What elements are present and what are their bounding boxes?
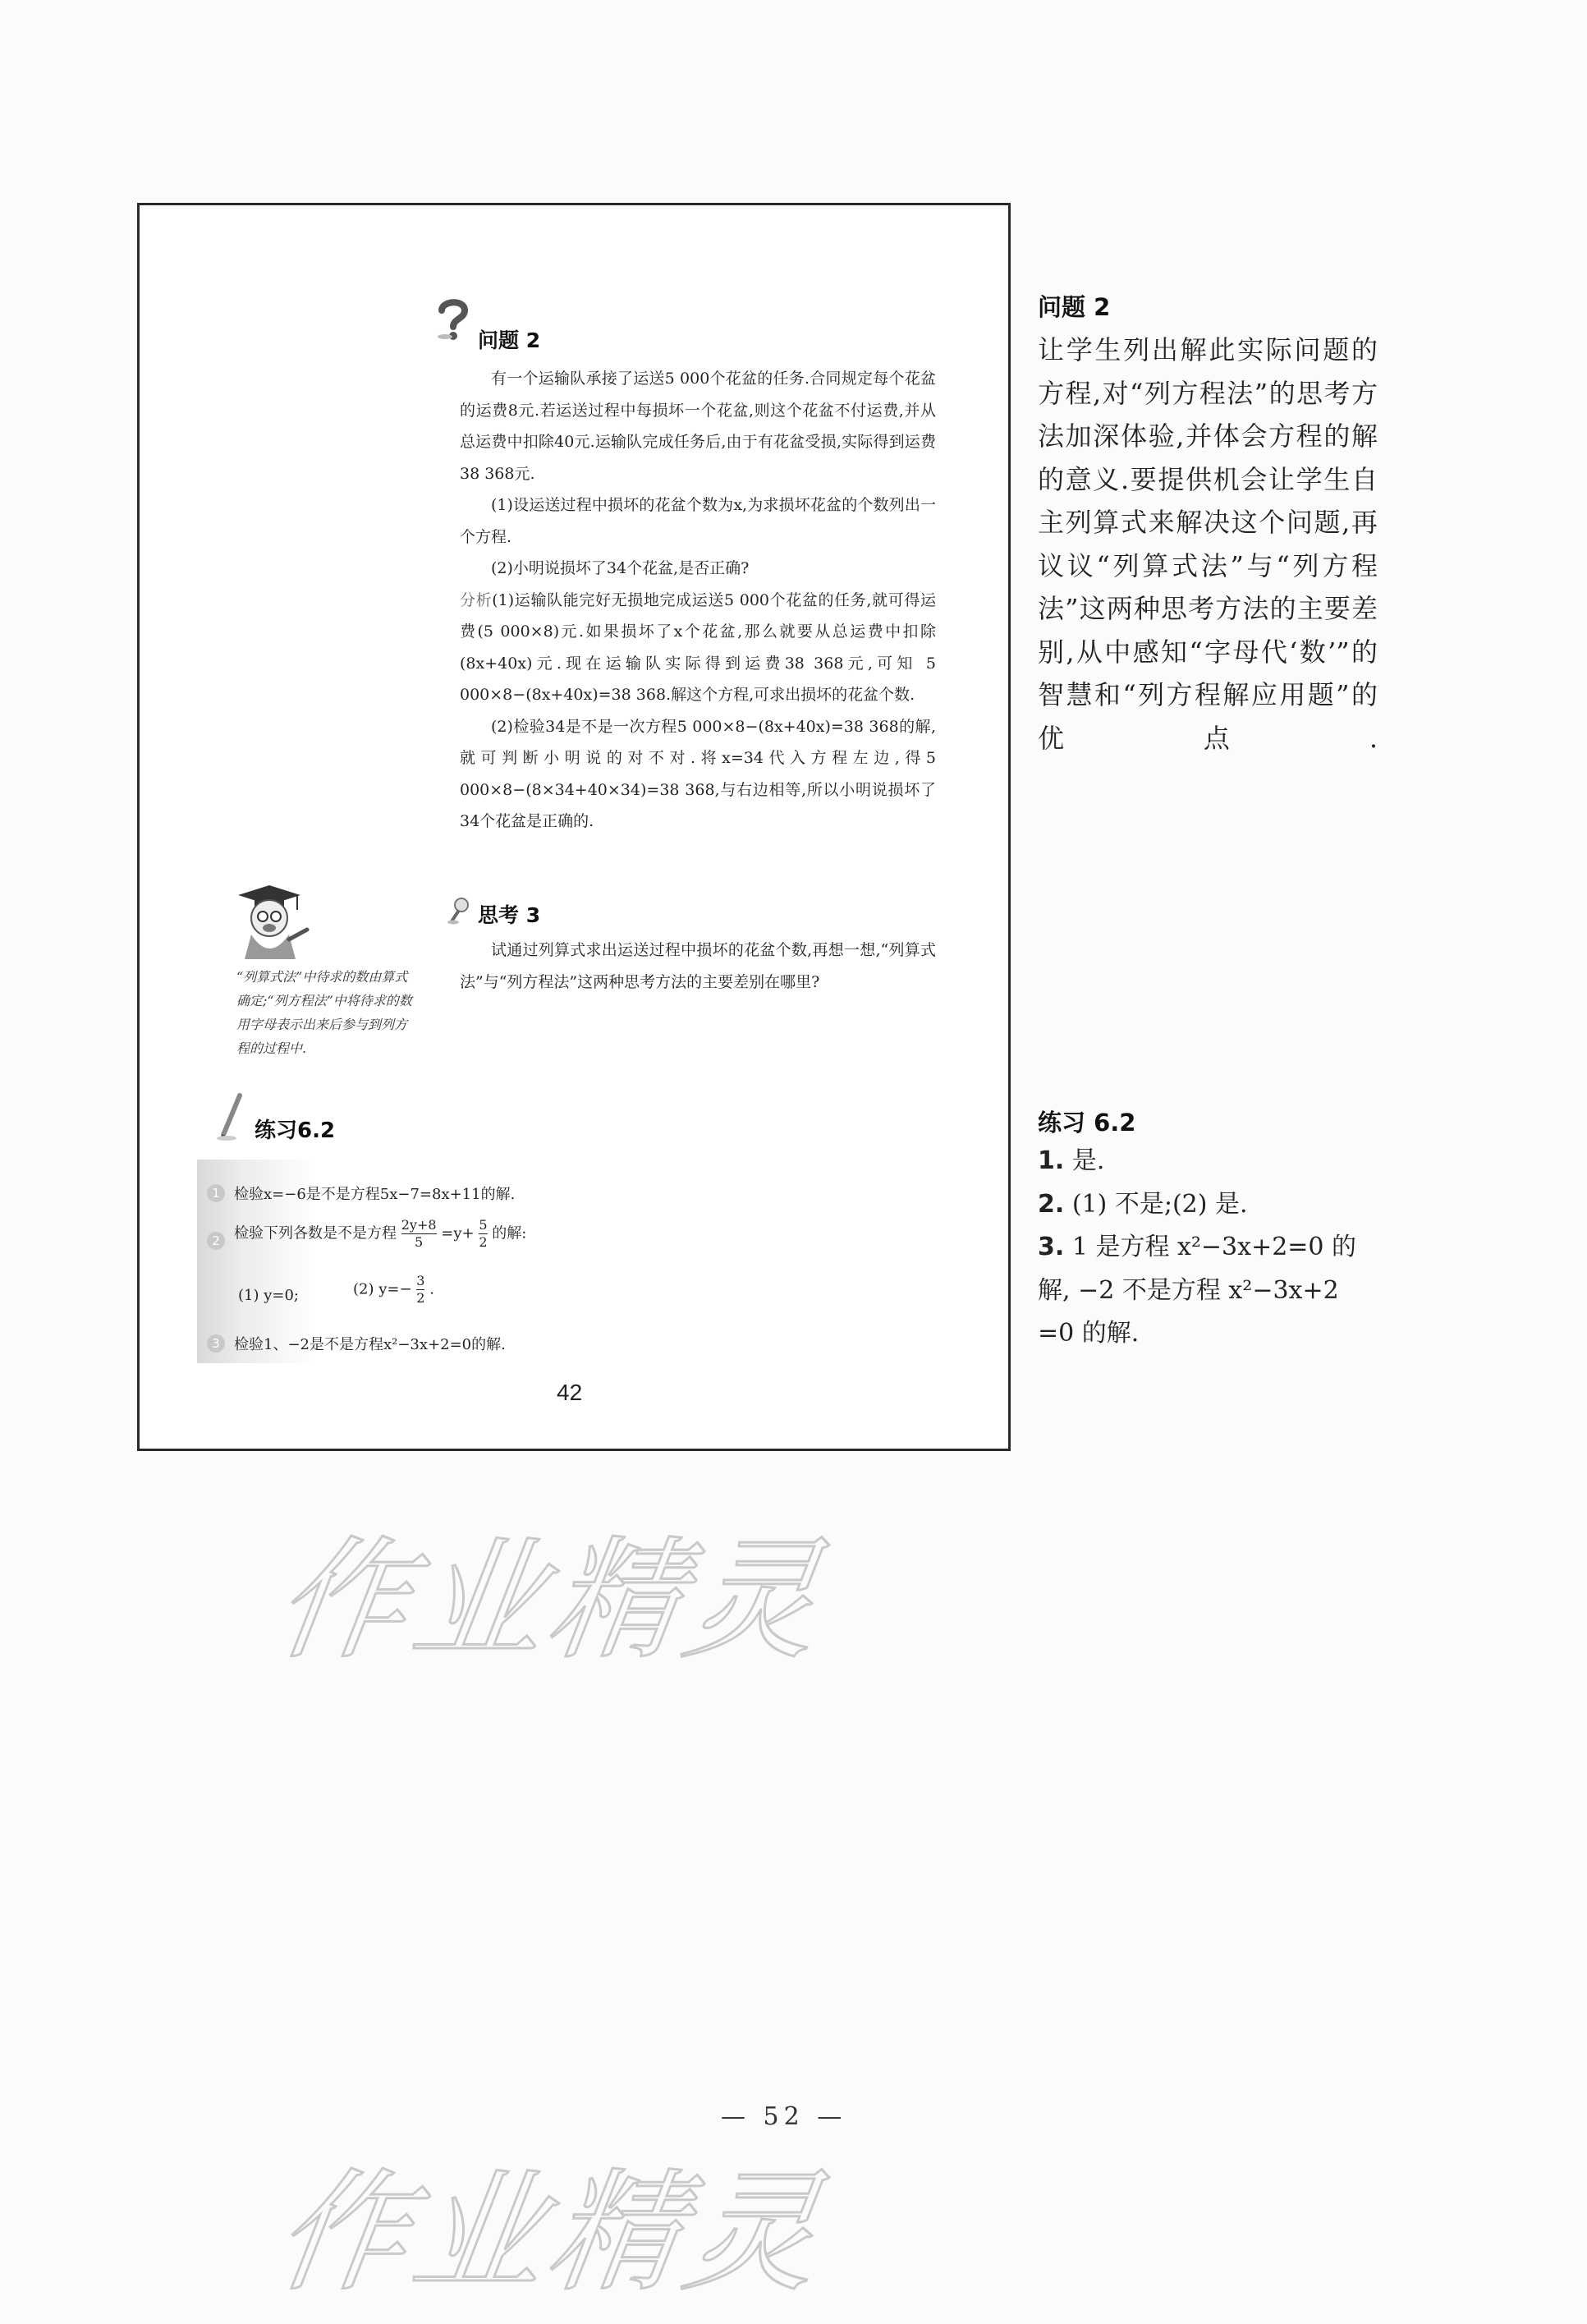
answer-text: =0 的解. bbox=[1038, 1319, 1140, 1348]
exercise-item-1: 检验x=−6是不是方程5x−7=8x+11的解. bbox=[234, 1186, 516, 1203]
fraction-numerator: 3 bbox=[416, 1273, 425, 1288]
fraction-denominator: 5 bbox=[401, 1233, 437, 1251]
textbook-page-number: 42 bbox=[557, 1380, 583, 1405]
exercise-title: 练习6.2 bbox=[255, 1118, 336, 1143]
answer-1 bbox=[1038, 1140, 1383, 1183]
answer-text: (1) 不是;(2) 是. bbox=[1064, 1189, 1248, 1219]
exercise-item-2-prefix: 检验下列各数是不是方程 bbox=[234, 1224, 397, 1242]
think-3-text: 试通过列算式求出运送过程中损坏的花盆个数,再想一想,“列算式法”与“列方程法”这两种思考方法的主要差别在哪里? bbox=[460, 941, 936, 991]
exercise-item-3: 检验1、−2是不是方程x²−3x+2=0的解. bbox=[234, 1336, 506, 1353]
textbook-page-scan bbox=[137, 203, 1011, 1451]
exercise-item-2-b-prefix: (2) y=− bbox=[353, 1280, 412, 1298]
think-bulb-icon bbox=[447, 895, 471, 928]
note-problem-2-heading: 问题 2 bbox=[1038, 293, 1111, 321]
exercise-item-2-a: (1) y=0; bbox=[238, 1287, 299, 1304]
analysis-text-1: (1)运输队能完好无损地完成运送5 000个花盆的任务,就可得运费(5 000×8)元.如果损坏了x个花盆,那么就要从总运费中扣除(8x+40x)元.现在运输队实际得到运费38 368元,可知 5 000×8−(8x+40x)=38 368.解这个方程,可求出损坏的花盆个数. bbox=[460, 590, 936, 704]
page-number: — 52 — bbox=[721, 2102, 847, 2131]
fraction-denominator: 2 bbox=[416, 1290, 425, 1306]
exercise-item-2-b-suffix: . bbox=[429, 1280, 434, 1298]
problem-2-body bbox=[460, 363, 936, 838]
fraction-2y8-over-5 bbox=[401, 1217, 437, 1251]
analysis-label: 分析 bbox=[460, 590, 493, 609]
think-3-title: 思考 3 bbox=[478, 903, 541, 927]
question-mark-icon bbox=[435, 297, 471, 343]
answer-number: 1. bbox=[1038, 1146, 1065, 1175]
fraction-5-over-2 bbox=[479, 1217, 487, 1251]
answer-3 bbox=[1038, 1226, 1383, 1270]
answer-list bbox=[1038, 1140, 1383, 1356]
exercise-item-2-mid: =y+ bbox=[441, 1224, 475, 1242]
note-problem-2-text: 让学生列出解此实际问题的方程,对“列方程法”的思考方法加深体验,并体会方程的解的意义.要提供机会让学生自主列算式来解决这个问题,再议议“列算式法”与“列方程法”这两种思考方法的主要差别,从中感知“字母代‘数’”的智慧和“列方程解应用题”的优点. bbox=[1038, 334, 1378, 754]
watermark-upper: 作业精灵 bbox=[266, 1523, 834, 1677]
problem-2-statement: 有一个运输队承接了运送5 000个花盆的任务.合同规定每个花盆的运费8元.若运送过程中每损坏一个花盆,则这个花盆不付运费,并从总运费中扣除40元.运输队完成任务后,由于有花盆受损,实际得到运费38 368元. bbox=[460, 370, 936, 483]
answer-3-cont-2 bbox=[1038, 1312, 1383, 1356]
answer-2 bbox=[1038, 1183, 1383, 1227]
problem-2-title: 问题 2 bbox=[478, 328, 541, 352]
pencil-icon bbox=[215, 1092, 248, 1145]
watermark-lower: 作业精灵 bbox=[266, 2156, 834, 2309]
answer-3-cont-1 bbox=[1038, 1270, 1383, 1313]
analysis-paragraph-2: (2)检验34是不是一次方程5 000×8−(8x+40x)=38 368的解,就可判断小明说的对不对.将x=34代入方程左边,得5 000×8−(8×34+40×34)=38 368,与右边相等,所以小明说损坏了34个花盆是正确的. bbox=[460, 717, 936, 830]
exercise-item-2-suffix: 的解: bbox=[492, 1224, 527, 1242]
exercise-number-2: 2 bbox=[207, 1232, 225, 1250]
side-note: “列算式法”中待求的数由算式确定;“列方程法”中将待求的数用字母表示出来后参与到列方程的过程中. bbox=[236, 969, 412, 1056]
analysis-paragraph-1 bbox=[460, 585, 936, 711]
answer-text: 解, −2 不是方程 x²−3x+2 bbox=[1038, 1275, 1339, 1305]
mascot-graduate-icon bbox=[222, 880, 312, 966]
exercise-number-1: 1 bbox=[207, 1184, 225, 1202]
fraction-3-over-2 bbox=[416, 1273, 424, 1307]
problem-2-part-2: (2)小明说损坏了34个花盆,是否正确? bbox=[491, 559, 750, 577]
exercise-item-2 bbox=[234, 1217, 526, 1251]
exercise-block bbox=[197, 1160, 690, 1363]
exercise-number-3: 3 bbox=[207, 1334, 225, 1353]
problem-2-part-1: (1)设运送过程中损坏的花盆个数为x,为求损坏花盆的个数列出一个方程. bbox=[460, 496, 936, 546]
fraction-numerator: 5 bbox=[479, 1217, 488, 1233]
answer-number: 2. bbox=[1038, 1189, 1065, 1219]
fraction-numerator: 2y+8 bbox=[401, 1217, 437, 1233]
answer-text: 是. bbox=[1064, 1146, 1105, 1175]
exercise-item-2-b bbox=[353, 1273, 434, 1307]
fraction-denominator: 2 bbox=[479, 1234, 488, 1250]
think-3-body bbox=[460, 935, 936, 998]
note-exercise-heading: 练习 6.2 bbox=[1038, 1109, 1136, 1137]
answer-text: 1 是方程 x²−3x+2=0 的 bbox=[1064, 1233, 1357, 1261]
answer-number: 3. bbox=[1038, 1233, 1065, 1261]
